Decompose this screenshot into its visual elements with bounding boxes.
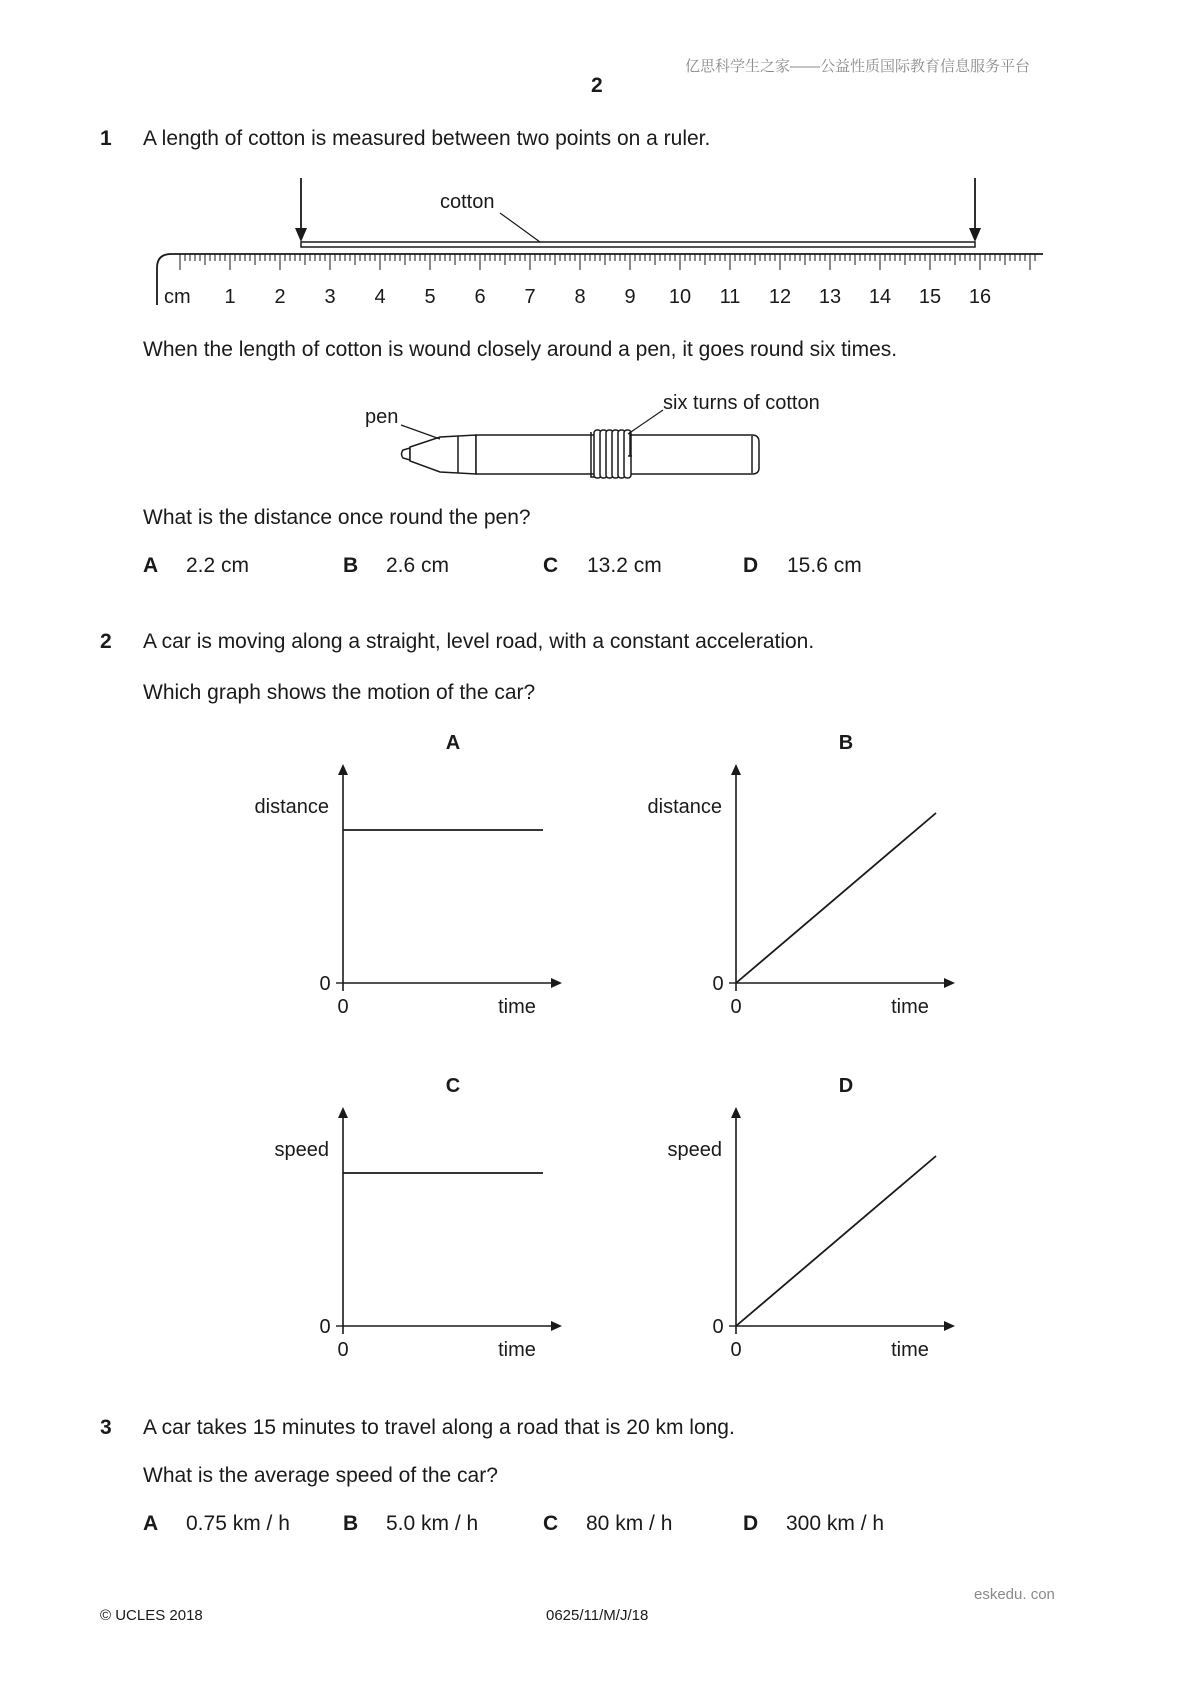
q3-option-b-letter: B bbox=[343, 1512, 359, 1535]
paper-code: 0625/11/M/J/18 bbox=[546, 1607, 649, 1624]
ruler-label-7: 7 bbox=[524, 286, 536, 308]
turns-label: six turns of cotton bbox=[663, 392, 820, 414]
graph-c bbox=[275, 1075, 563, 1361]
graph-title: A bbox=[445, 732, 461, 754]
ruler-label-15: 15 bbox=[918, 286, 942, 308]
x-label: time bbox=[891, 996, 929, 1018]
origin-x: 0 bbox=[730, 996, 742, 1018]
q3-option-a-letter: A bbox=[143, 1512, 159, 1535]
q3-number: 3 bbox=[100, 1416, 112, 1439]
ruler-label-4: 4 bbox=[374, 286, 386, 308]
graph-b bbox=[648, 732, 956, 1018]
q1-stem: A length of cotton is measured between two points on a ruler. bbox=[143, 127, 711, 150]
copyright: © UCLES 2018 bbox=[100, 1607, 203, 1624]
y-label: speed bbox=[274, 1139, 329, 1161]
q1-option-b: 2.6 cm bbox=[386, 554, 450, 577]
origin-y: 0 bbox=[319, 973, 331, 995]
ruler-label-8: 8 bbox=[574, 286, 586, 308]
x-axis-arrow bbox=[551, 978, 562, 988]
x-label: time bbox=[498, 1339, 536, 1361]
page-number: 2 bbox=[591, 74, 603, 97]
q3-question: What is the average speed of the car? bbox=[143, 1464, 498, 1487]
ruler-label-13: 13 bbox=[818, 286, 842, 308]
x-axis-arrow bbox=[944, 978, 955, 988]
q3-option-a: 0.75 km / h bbox=[186, 1512, 290, 1535]
ruler-unit-label: cm bbox=[164, 286, 191, 308]
x-label: time bbox=[891, 1339, 929, 1361]
ruler-label-10: 10 bbox=[668, 286, 692, 308]
ruler-label-16: 16 bbox=[968, 286, 992, 308]
q3-option-b: 5.0 km / h bbox=[386, 1512, 479, 1535]
y-label: speed bbox=[667, 1139, 722, 1161]
watermark-text: 亿思科学生之家——公益性质国际教育信息服务平台 bbox=[685, 58, 1031, 75]
q1-question: What is the distance once round the pen? bbox=[143, 506, 531, 529]
y-axis-arrow bbox=[338, 764, 348, 775]
ruler-label-9: 9 bbox=[624, 286, 636, 308]
q1-option-c-letter: C bbox=[543, 554, 559, 577]
origin-x: 0 bbox=[337, 996, 349, 1018]
q2-number: 2 bbox=[100, 630, 112, 653]
y-axis-arrow bbox=[338, 1107, 348, 1118]
graph-title: B bbox=[838, 732, 854, 754]
q3-option-c: 80 km / h bbox=[586, 1512, 673, 1535]
ruler-label-1: 1 bbox=[224, 286, 236, 308]
q3-stem: A car takes 15 minutes to travel along a road that is 20 km long. bbox=[143, 1416, 735, 1439]
origin-x: 0 bbox=[337, 1339, 349, 1361]
ruler-label-3: 3 bbox=[324, 286, 336, 308]
origin-y: 0 bbox=[712, 1316, 724, 1338]
y-axis-arrow bbox=[731, 764, 741, 775]
ruler-label-12: 12 bbox=[768, 286, 792, 308]
q1-number: 1 bbox=[100, 127, 112, 150]
graph-d bbox=[668, 1075, 956, 1361]
x-axis-arrow bbox=[944, 1321, 955, 1331]
ruler-label-2: 2 bbox=[274, 286, 286, 308]
site-watermark: eskedu. con bbox=[974, 1586, 1055, 1603]
q3-option-c-letter: C bbox=[543, 1512, 559, 1535]
x-label: time bbox=[498, 996, 536, 1018]
series-line bbox=[736, 813, 936, 983]
y-label: distance bbox=[254, 796, 329, 818]
q2-question: Which graph shows the motion of the car? bbox=[143, 681, 536, 704]
y-label: distance bbox=[647, 796, 722, 818]
graph-title: D bbox=[838, 1075, 854, 1097]
graph-a bbox=[255, 732, 563, 1018]
ruler-label-11: 11 bbox=[719, 286, 741, 308]
q2-stem: A car is moving along a straight, level road, with a constant acceleration. bbox=[143, 630, 815, 653]
ruler-label-6: 6 bbox=[474, 286, 486, 308]
ruler-label-5: 5 bbox=[424, 286, 436, 308]
q1-option-d: 15.6 cm bbox=[787, 554, 862, 577]
origin-y: 0 bbox=[712, 973, 724, 995]
y-axis-arrow bbox=[731, 1107, 741, 1118]
q1-option-b-letter: B bbox=[343, 554, 359, 577]
graph-title: C bbox=[445, 1075, 461, 1097]
x-axis-arrow bbox=[551, 1321, 562, 1331]
q1-option-d-letter: D bbox=[743, 554, 759, 577]
q3-option-d-letter: D bbox=[743, 1512, 759, 1535]
origin-x: 0 bbox=[730, 1339, 742, 1361]
q1-option-a: 2.2 cm bbox=[186, 554, 250, 577]
pen-label: pen bbox=[365, 406, 399, 428]
q3-option-d: 300 km / h bbox=[786, 1512, 885, 1535]
q1-option-c: 13.2 cm bbox=[587, 554, 662, 577]
cotton-label: cotton bbox=[440, 191, 495, 213]
q1-option-a-letter: A bbox=[143, 554, 159, 577]
origin-y: 0 bbox=[319, 1316, 331, 1338]
series-line bbox=[736, 1156, 936, 1326]
q1-text2: When the length of cotton is wound closely around a pen, it goes round six times. bbox=[143, 338, 898, 361]
ruler-label-14: 14 bbox=[868, 286, 892, 308]
